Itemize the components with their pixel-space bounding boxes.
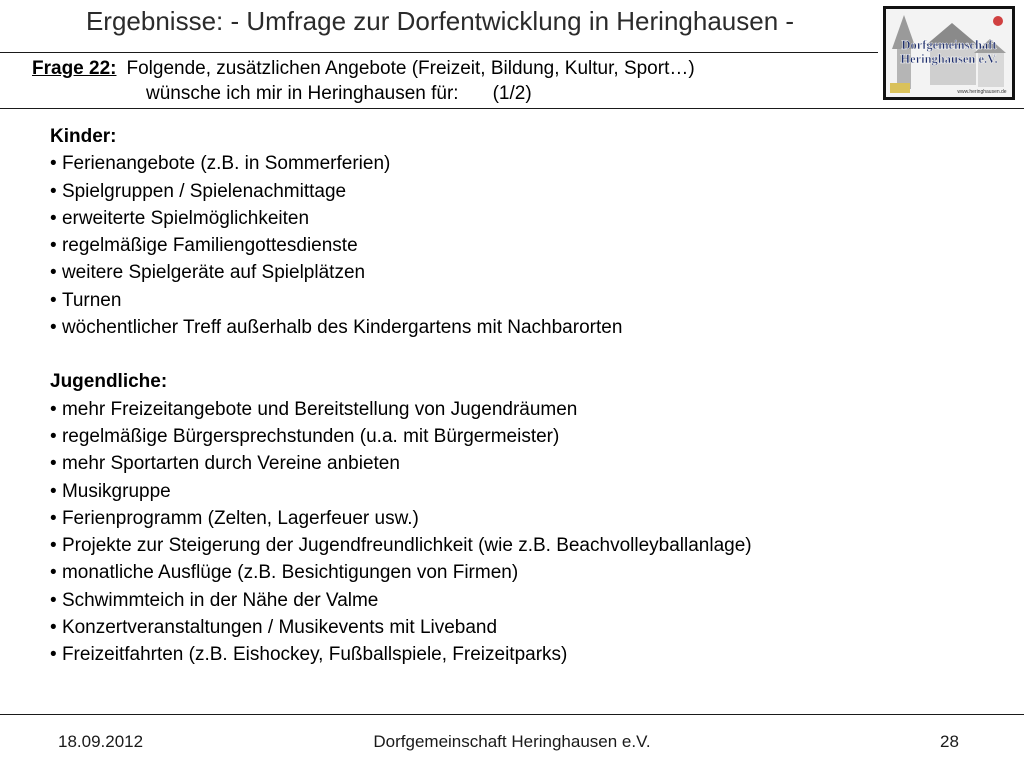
logo-url: www.heringhausen.de	[957, 89, 1007, 95]
question-text-line1: Folgende, zusätzlichen Angebote (Freizeit, Bildung, Kultur, Sport…)	[126, 58, 695, 79]
page-number: 28	[940, 732, 959, 751]
section-spacer	[50, 341, 752, 368]
list-item: • Ferienangebote (z.B. in Sommerferien)	[50, 150, 752, 177]
list-item: • wöchentlicher Treff außerhalb des Kindergartens mit Nachbarorten	[50, 314, 752, 341]
section-heading-kinder: Kinder:	[50, 126, 117, 147]
list-item: • erweiterte Spielmöglichkeiten	[50, 205, 752, 232]
jugendliche-list	[50, 396, 752, 669]
list-item: • Konzertveranstaltungen / Musikevents mit Liveband	[50, 614, 752, 641]
list-item: • Schwimmteich in der Nähe der Valme	[50, 587, 752, 614]
organization-logo	[883, 6, 1015, 100]
list-item: • regelmäßige Bürgersprechstunden (u.a. mit Bürgermeister)	[50, 423, 752, 450]
list-item: • regelmäßige Familiengottesdienste	[50, 232, 752, 259]
question-label: Frage 22:	[32, 58, 117, 79]
title-divider	[0, 52, 878, 53]
slide-title: Ergebnisse: - Umfrage zur Dorfentwicklung in Heringhausen -	[85, 6, 795, 36]
list-item: • mehr Freizeitangebote und Bereitstellung von Jugendräumen	[50, 396, 752, 423]
village-logo-image	[886, 9, 1012, 97]
list-item: • mehr Sportarten durch Vereine anbieten	[50, 450, 752, 477]
question-block	[32, 56, 695, 104]
list-item: • Freizeitfahrten (z.B. Eishockey, Fußballspiele, Freizeitparks)	[50, 641, 752, 668]
list-item: • Projekte zur Steigerung der Jugendfreundlichkeit (wie z.B. Beachvolleyballanlage)	[50, 532, 752, 559]
question-text-line2-row	[146, 81, 532, 106]
list-item: • Musikgruppe	[50, 478, 752, 505]
list-item: • Turnen	[50, 287, 752, 314]
logo-text-line2: Heringhausen e.V.	[900, 52, 998, 66]
footer-organization: Dorfgemeinschaft Heringhausen e.V.	[373, 732, 651, 751]
question-part: (1/2)	[492, 83, 532, 104]
section-heading-jugendliche: Jugendliche:	[50, 371, 168, 393]
list-item: • Spielgruppen / Spielenachmittage	[50, 178, 752, 205]
footer-date: 18.09.2012	[58, 732, 144, 751]
answer-content	[50, 123, 752, 669]
list-item: • Ferienprogramm (Zelten, Lagerfeuer usw.)	[50, 505, 752, 532]
kinder-list	[50, 150, 752, 341]
logo-text-line1: Dorfgemeinschaft	[901, 38, 997, 52]
list-item: • weitere Spielgeräte auf Spielplätzen	[50, 259, 752, 286]
list-item: • monatliche Ausflüge (z.B. Besichtigungen von Firmen)	[50, 559, 752, 586]
question-divider	[0, 108, 1024, 109]
footer-divider	[0, 714, 1024, 715]
question-text-line2: wünsche ich mir in Heringhausen für:	[146, 83, 459, 104]
